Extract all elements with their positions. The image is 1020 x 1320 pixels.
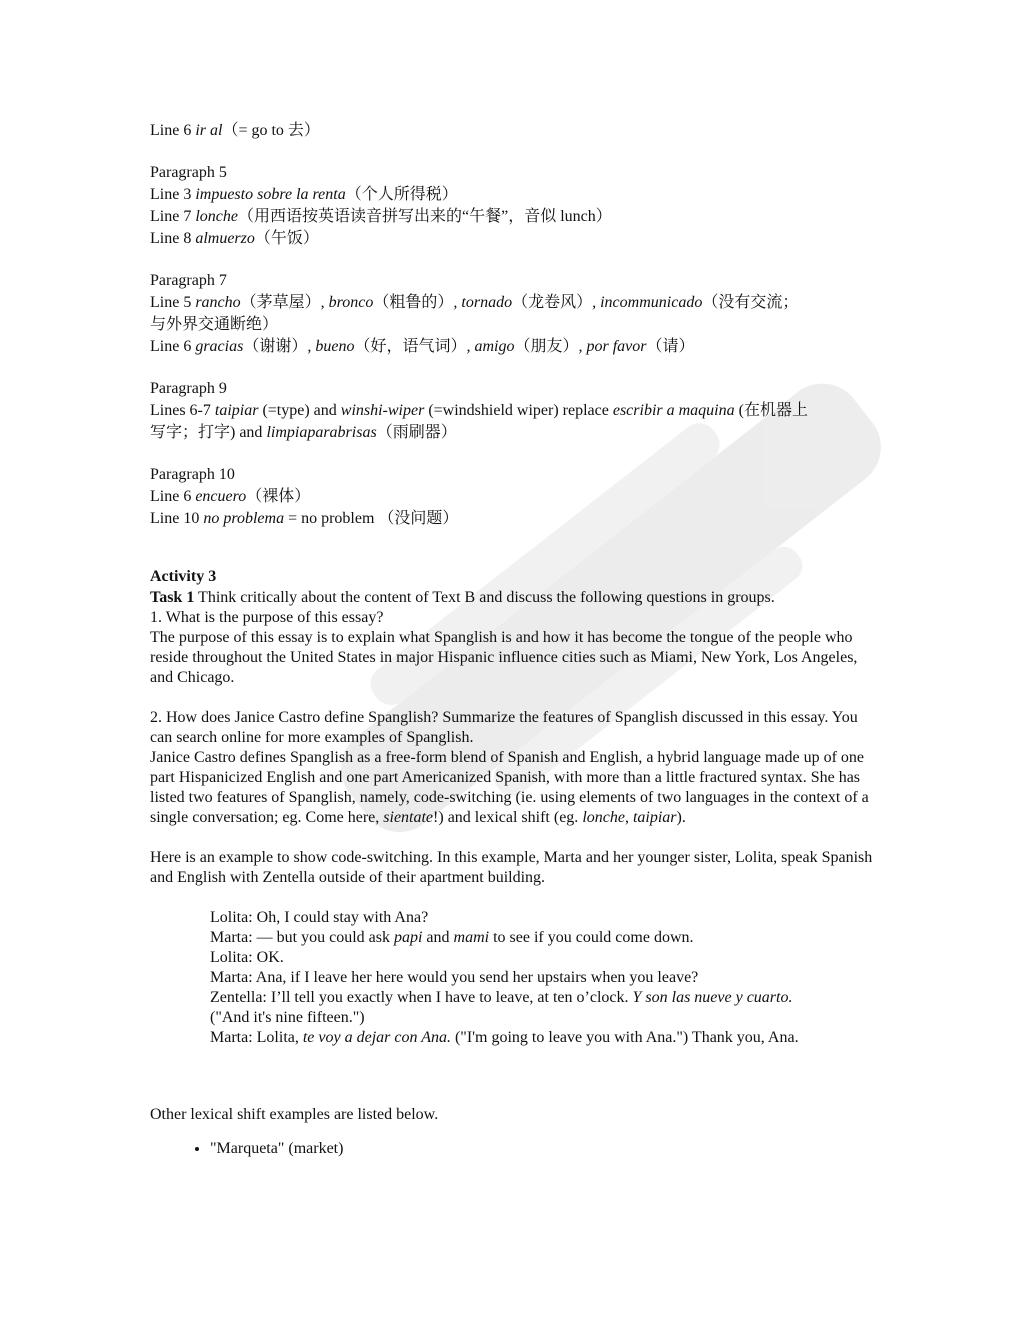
dialogue-line: Zentella: I’ll tell you exactly when I have to leave, at ten o’clock. Y son las nueve y cuarto. [210,989,793,1006]
vocab-line: Line 8 almuerzo（午饭） [150,230,319,247]
paragraph-heading: Paragraph 5 [150,164,227,181]
paragraph-heading: Paragraph 10 [150,466,235,483]
dialogue-line: Marta: — but you could ask papi and mami to see if you could come down. [210,929,694,946]
document-page [150,120,880,1160]
dialogue-line: Marta: Lolita, te voy a dejar con Ana. ("I'm going to leave you with Ana.") Thank you, Ana. [210,1029,799,1046]
vocab-line-continuation: 写字；打字) and limpiaparabrisas（雨刷器） [150,424,457,441]
activity-title: Activity 3 [150,568,217,585]
list-item: • "Marqueta" (market) [210,1138,880,1160]
question-1: 1. What is the purpose of this essay? [150,609,384,626]
task-instruction: Task 1 Think critically about the content of Text B and discuss the following questions in groups. [150,589,775,606]
vocab-line: Line 10 no problema = no problem （没问题） [150,510,459,527]
vocab-line: Line 7 lonche（用西语按英语读音拼写出来的“午餐”，音似 lunch） [150,208,612,225]
vocab-line: Line 6 gracias（谢谢）, bueno（好，语气词）, amigo（朋友）, por favor（请） [150,338,695,355]
vocab-line: Line 6 ir al（= go to 去） [150,122,320,139]
vocab-line: Line 6 encuero（裸体） [150,488,311,505]
answer-2: Janice Castro defines Spanglish as a free-form blend of Spanish and English, a hybrid language made up of one part Hispanicized English and one part Americanized Spanish, with more than a little fractured syntax. She has listed two features of Spanglish, namely, code-switching (ie. using elements of two languages in the context of a single conversation; eg. Come here, sientate!) and lexical shift (eg. lonche, taipiar). [150,749,869,826]
vocab-line: Lines 6-7 taipiar (=type) and winshi-wiper (=windshield wiper) replace escribir a maquina (在机器上 [150,402,808,419]
paragraph-heading: Paragraph 9 [150,380,227,397]
paragraph-heading: Paragraph 7 [150,272,227,289]
dialogue-line: Marta: Ana, if I leave her here would you send her upstairs when you leave? [210,969,699,986]
lexical-list [150,1138,880,1160]
dialogue-block [210,908,880,1048]
dialogue-line-continuation: ("And it's nine fifteen.") [210,1009,365,1026]
answer-1: The purpose of this essay is to explain what Spanglish is and how it has become the tongue of the people who reside throughout the United States in major Hispanic influence cities such as Miami, New York, Los Angeles, and Chicago. [150,629,858,686]
vocab-line-continuation: 与外界交通断绝） [150,316,279,333]
lexical-intro: Other lexical shift examples are listed below. [150,1106,439,1123]
dialogue-line: Lolita: OK. [210,949,284,966]
vocab-line: Line 3 impuesto sobre la renta（个人所得税） [150,186,458,203]
dialogue-line: Lolita: Oh, I could stay with Ana? [210,909,429,926]
question-2: 2. How does Janice Castro define Spanglish? Summarize the features of Spanglish discussed in this essay. You can search online for more examples of Spanglish. [150,709,858,746]
example-intro: Here is an example to show code-switching. In this example, Marta and her younger sister, Lolita, speak Spanish and English with Zentella outside of their apartment building. [150,849,873,886]
vocab-line: Line 5 rancho（茅草屋）, bronco（粗鲁的）, tornado（龙卷风）, incommunicado（没有交流； [150,294,799,311]
